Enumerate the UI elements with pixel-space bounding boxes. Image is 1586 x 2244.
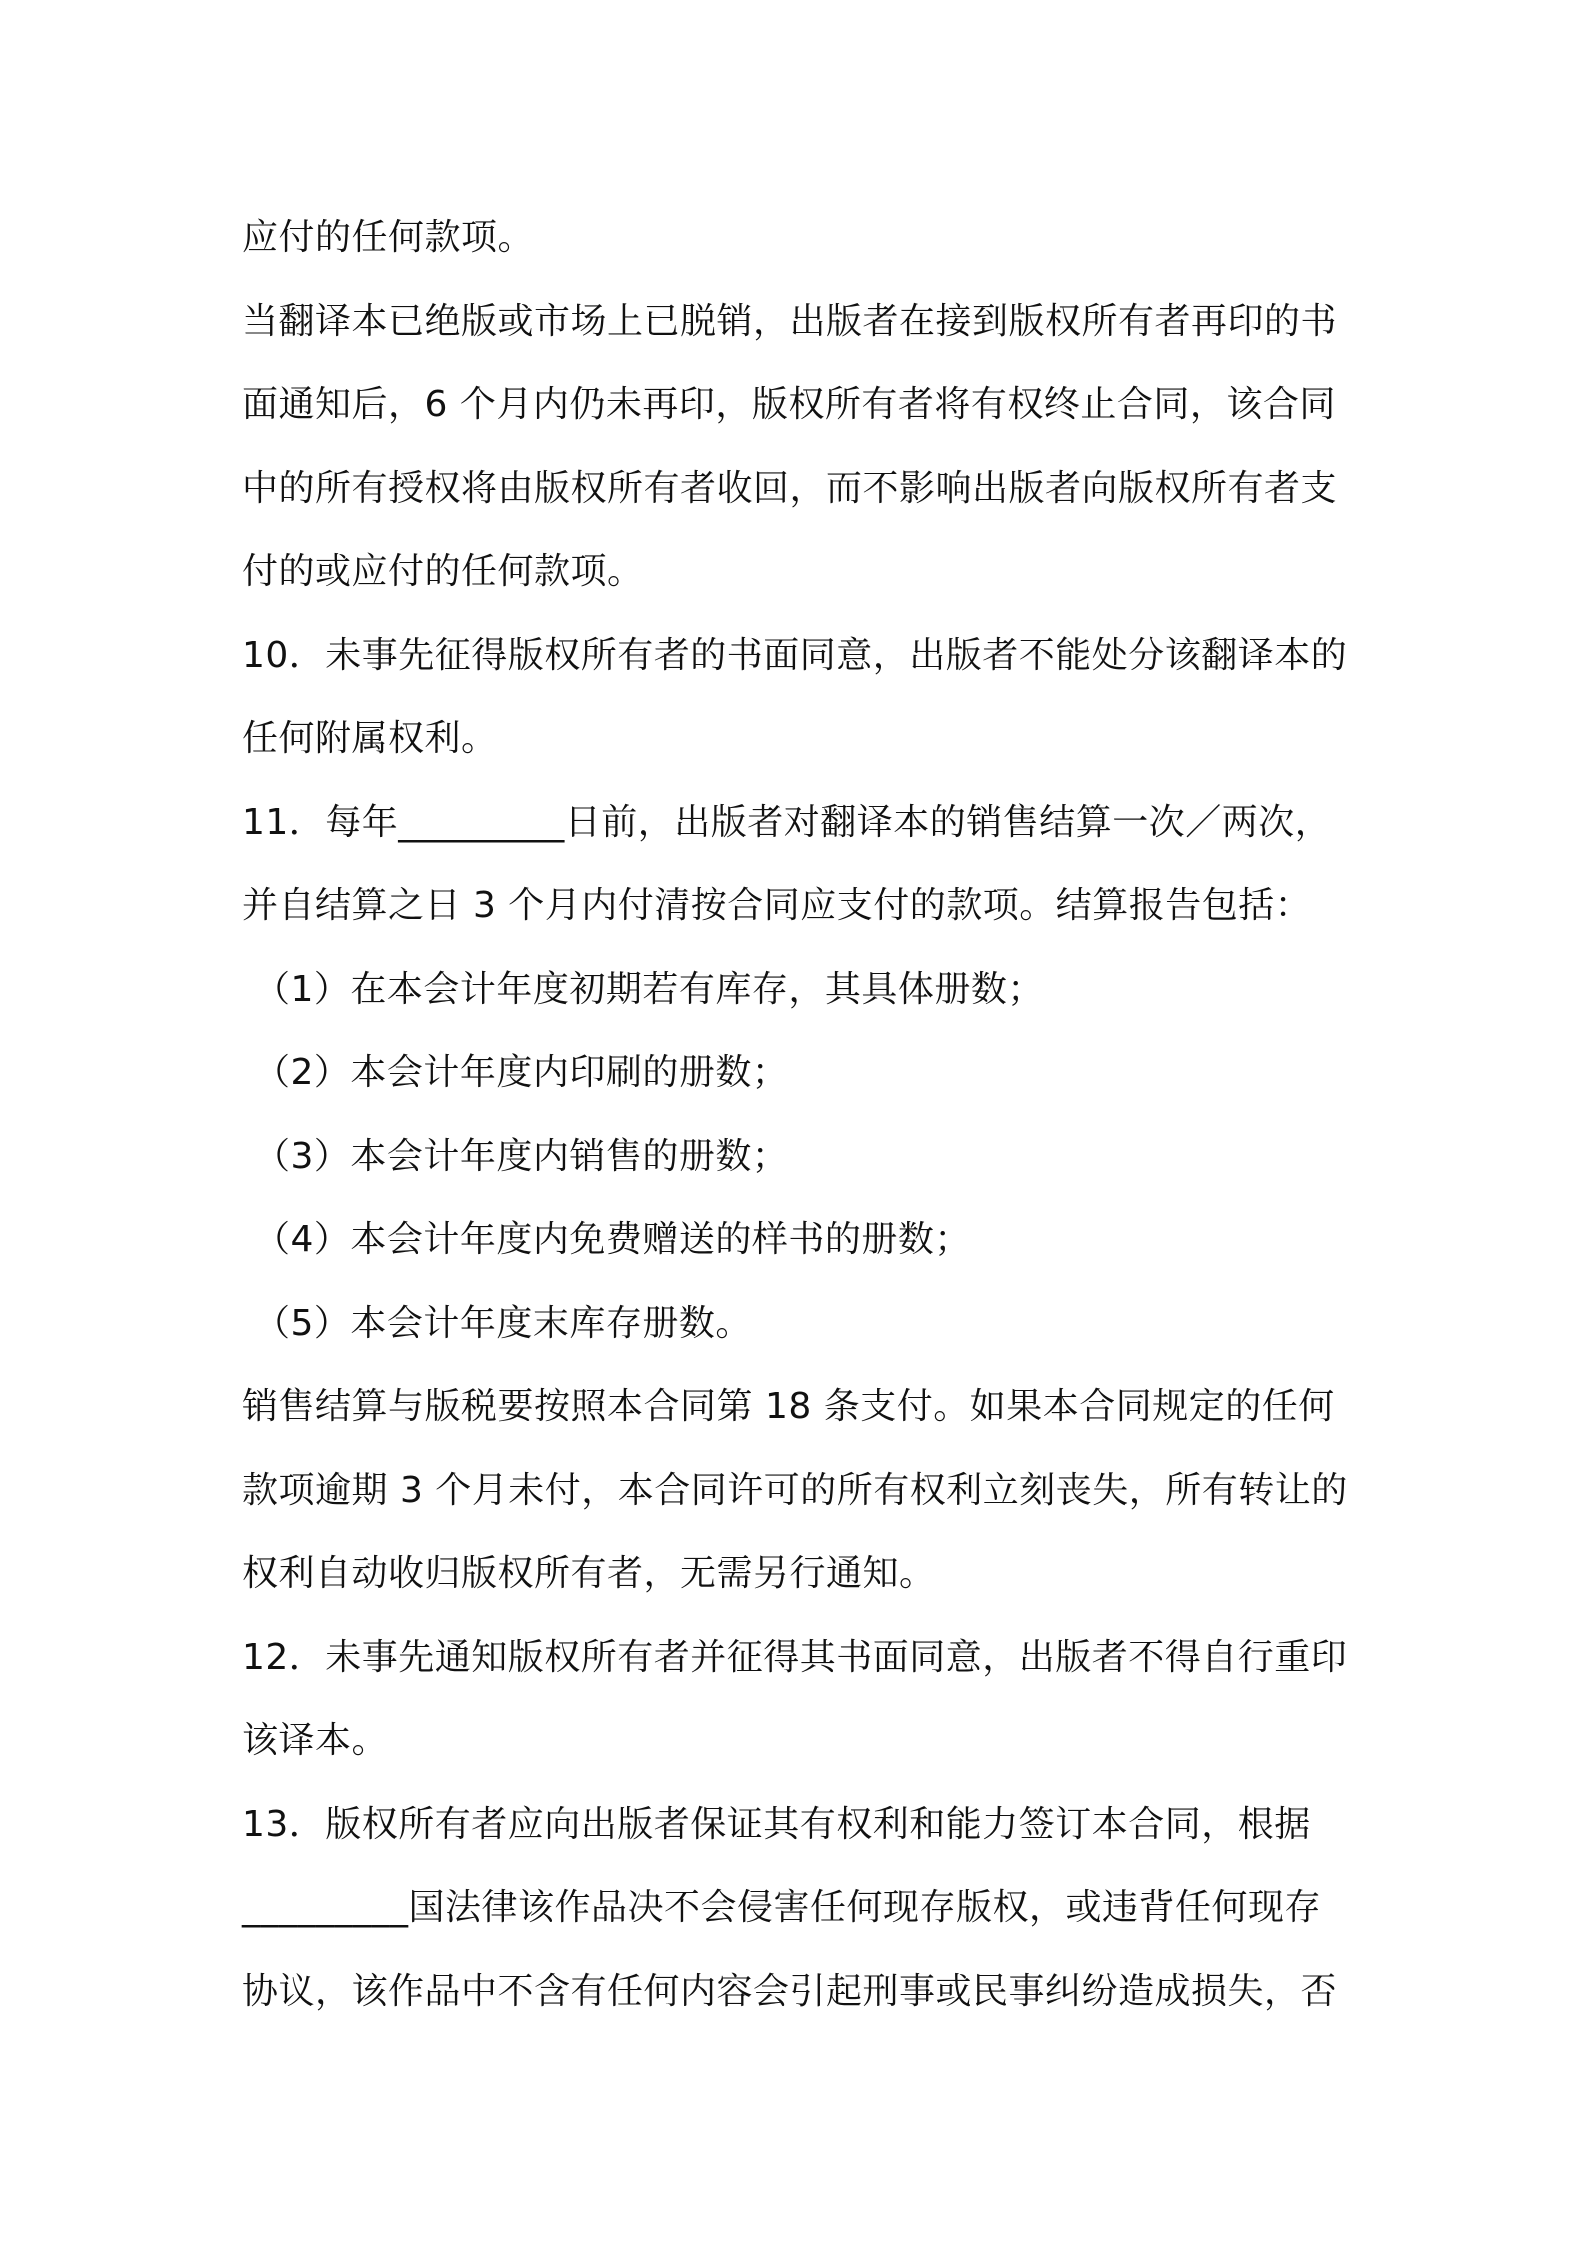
clause-13-line: 13．版权所有者应向出版者保证其有权利和能力签订本合同，根据 xyxy=(242,1803,1311,1845)
text-line: 并自结算之日 3 个月内付清按合同应支付的款项。结算报告包括： xyxy=(242,885,1312,926)
text-line: 面通知后，6 个月内仍未再印，版权所有者将有权终止合同，该合同 xyxy=(242,384,1336,425)
text-line: 协议，该作品中不含有任何内容会引起刑事或民事纠纷造成损失，否 xyxy=(242,1970,1338,2012)
list-item: （5）本会计年度末库存册数。 xyxy=(254,1302,752,1344)
list-item: （4）本会计年度内免费赠送的样书的册数； xyxy=(254,1219,971,1260)
text-line: 权利自动收归版权所有者，无需另行通知。 xyxy=(242,1553,936,1594)
text-line: 中的所有授权将由版权所有者收回，而不影响出版者向版权所有者支 xyxy=(242,467,1338,509)
text-line: 应付的任何款项。 xyxy=(242,217,535,258)
contract-text xyxy=(242,196,1362,2033)
clause-10-line: 10．未事先征得版权所有者的书面同意，出版者不能处分该翻译本的 xyxy=(242,634,1348,676)
list-item: （3）本会计年度内销售的册数； xyxy=(254,1135,789,1177)
text-line: 该译本。 xyxy=(242,1720,389,1761)
clause-11-line: 11．每年_________日前，出版者对翻译本的销售结算一次／两次， xyxy=(242,801,1332,843)
text-line: 款项逾期 3 个月未付，本合同许可的所有权利立刻丧失，所有转让的 xyxy=(242,1469,1348,1511)
text-line: 当翻译本已绝版或市场上已脱销，出版者在接到版权所有者再印的书 xyxy=(242,300,1338,342)
text-line: 销售结算与版税要按照本合同第 18 条支付。如果本合同规定的任何 xyxy=(242,1386,1335,1427)
text-line: 任何附属权利。 xyxy=(242,718,498,759)
clause-12-line: 12．未事先通知版权所有者并征得其书面同意，出版者不得自行重印 xyxy=(242,1636,1348,1678)
list-item: （1）在本会计年度初期若有库存，其具体册数； xyxy=(254,968,1044,1010)
text-line: 付的或应付的任何款项。 xyxy=(242,551,644,592)
list-item: （2）本会计年度内印刷的册数； xyxy=(254,1052,789,1093)
text-line: _________国法律该作品决不会侵害任何现存版权，或违背任何现存 xyxy=(242,1887,1322,1928)
